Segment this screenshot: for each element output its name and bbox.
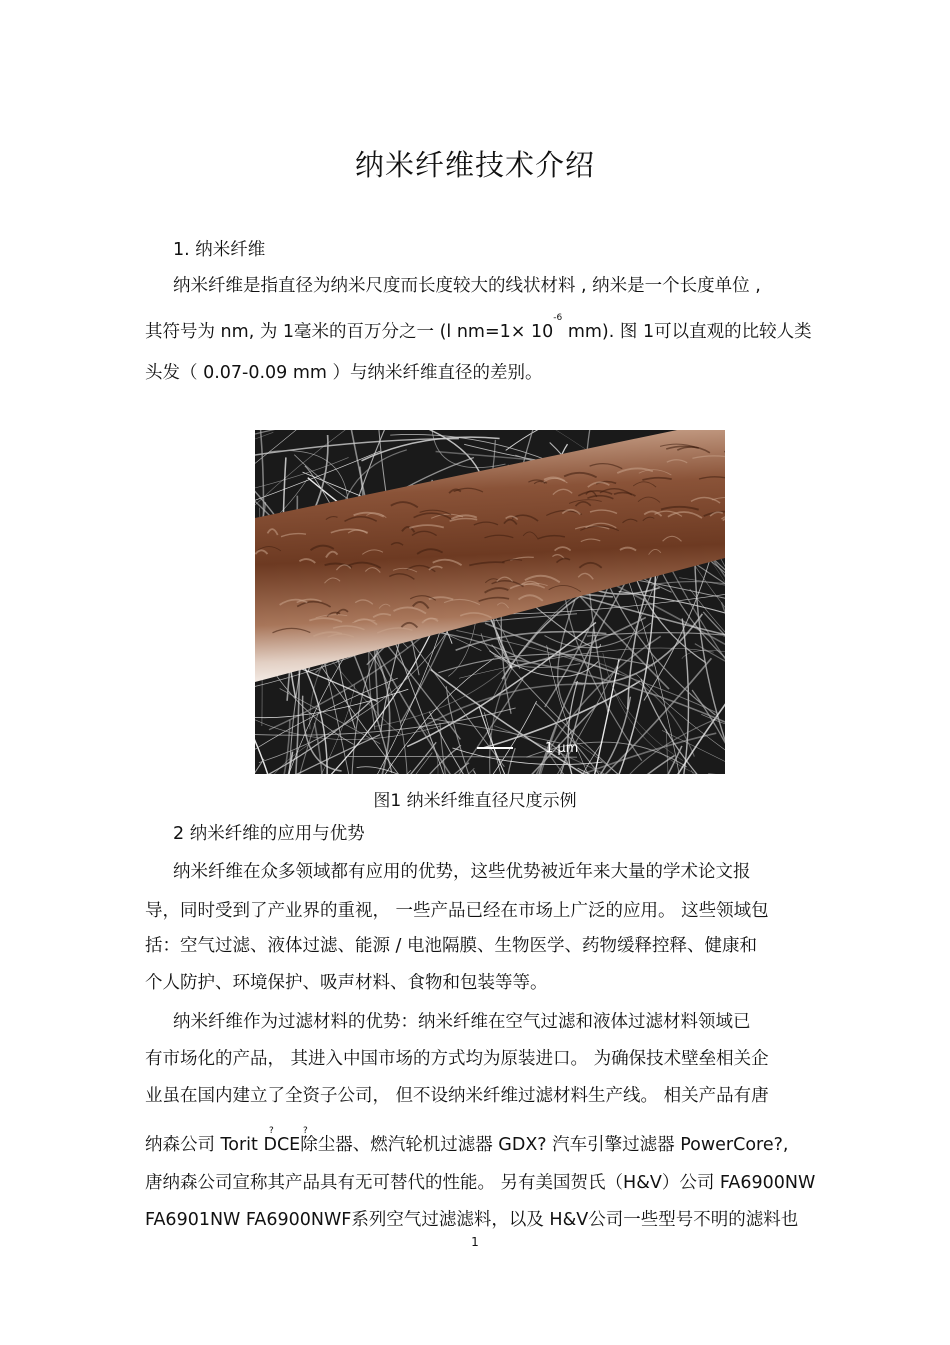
document-title: 纳米纤维技术介绍 [354, 148, 595, 182]
scale-bar-label: 1 μm [545, 741, 579, 756]
section-2-p1-line-3: 括：空气过滤、液体过滤、能源 / 电池隔膜、生物医学、药物缓释控释、健康和 [145, 936, 758, 956]
section-2-torit-line [145, 1126, 789, 1157]
trademark-mark-1: ? [269, 1126, 274, 1136]
section-2-p3-line-2: FA6901NW FA6900NWF系列空气过滤滤料，以及 H&V公司一些型号不明的滤料也 [145, 1210, 799, 1230]
section-2-p1-line-1: 纳米纤维在众多领域都有应用的优势，这些优势被近年来大量的学术论文报 [173, 862, 751, 882]
section-2-p2-line-3: 业虽在国内建立了全资子公司， 但不设纳米纤维过滤材料生产线。 相关产品有唐 [145, 1086, 769, 1106]
section-2-p1-line-2: 导，同时受到了产业界的重视， 一些产品已经在市场上广泛的应用。 这些领域包 [145, 901, 769, 921]
section-1-line-2-part-b: mm). 图 1可以直观的比较人类 [562, 322, 812, 342]
section-2-p1-line-4: 个人防护、环境保护、吸声材料、食物和包装等等。 [145, 973, 548, 993]
section-1-line-3: 头发（ 0.07-0.09 mm ）与纳米纤维直径的差别。 [145, 363, 543, 383]
section-2-torit-text: 纳森公司 Torit DCE除尘器、燃汽轮机过滤器 GDX? 汽车引擎过滤器 PowerCore?, [145, 1135, 789, 1155]
section-1-line-2-part-a: 其符号为 nm, 为 1毫米的百万分之一 (l nm=1× 10 [145, 322, 554, 342]
exponent-superscript: -6 [553, 313, 563, 323]
trademark-mark-2: ? [303, 1126, 308, 1136]
page-number: 1 [471, 1235, 479, 1249]
section-1-heading: 1. 纳米纤维 [173, 240, 266, 260]
section-1-line-1: 纳米纤维是指直径为纳米尺度而长度较大的线状材料 , 纳米是一个长度单位 , [173, 276, 761, 296]
sem-figure-svg [255, 430, 725, 774]
figure-caption: 图1 纳米纤维直径尺度示例 [373, 791, 577, 811]
section-1-line-2 [145, 313, 812, 347]
section-2-p2-line-1: 纳米纤维作为过滤材料的优势：纳米纤维在空气过滤和液体过滤材料领域已 [173, 1012, 751, 1032]
section-2-heading: 2 纳米纤维的应用与优势 [173, 824, 365, 844]
sem-figure-image [255, 430, 725, 774]
section-2-p3-line-1: 唐纳森公司宣称其产品具有无可替代的性能。 另有美国贺氏（H&V）公司 FA6900NW [145, 1173, 816, 1193]
section-2-p2-line-2: 有市场化的产品， 其进入中国市场的方式均为原装进口。 为确保技术壁垒相关企 [145, 1049, 769, 1069]
